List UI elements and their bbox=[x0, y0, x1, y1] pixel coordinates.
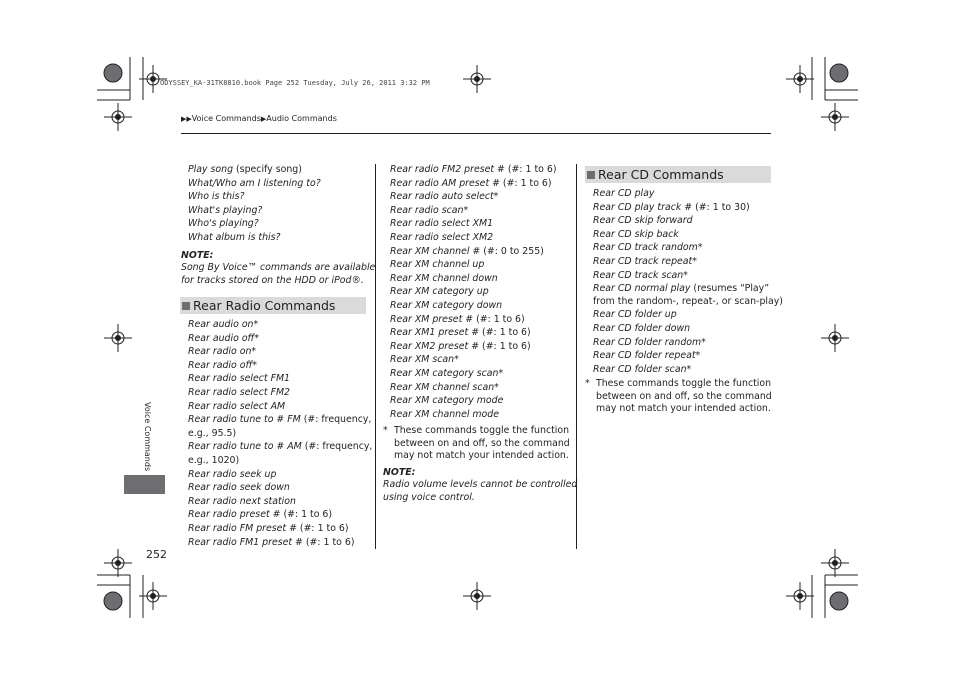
list-item: Rear CD folder scan* bbox=[593, 363, 692, 375]
footnote-asterisk: * bbox=[383, 425, 388, 436]
note-text: Song By Voice™ commands are available for tracks stored on the HDD or iPod®. bbox=[181, 262, 376, 286]
list-item: What/Who am I listening to? bbox=[188, 177, 321, 189]
list-item: Rear XM channel up bbox=[390, 259, 485, 271]
list-item: Rear XM2 preset # (#: 1 to 6) bbox=[390, 340, 531, 352]
list-item: Rear CD folder down bbox=[593, 322, 691, 334]
list-item: Rear radio seek down bbox=[188, 482, 290, 494]
list-item: Who's playing? bbox=[188, 218, 259, 230]
breadcrumb-item-voice-commands[interactable]: Voice Commands bbox=[191, 114, 261, 123]
note-text: Radio volume levels cannot be controlled using voice control. bbox=[383, 479, 578, 503]
list-item: Rear CD track scan* bbox=[593, 269, 688, 281]
breadcrumb-separator-icon: ▶ bbox=[260, 115, 267, 123]
song-note bbox=[181, 250, 375, 287]
list-item: Rear CD play bbox=[593, 188, 655, 199]
list-item: Rear CD play track # (#: 1 to 30) bbox=[593, 201, 750, 213]
list-item: Rear radio off* bbox=[188, 359, 257, 371]
list-item: Rear radio scan* bbox=[390, 204, 469, 216]
list-item: What album is this? bbox=[188, 231, 281, 243]
breadcrumb bbox=[181, 114, 337, 123]
list-item: Rear radio FM preset # (#: 1 to 6) bbox=[188, 522, 349, 534]
list-item: e.g., 1020) bbox=[188, 454, 240, 466]
section-heading-rear-radio: Rear Radio Commands bbox=[180, 297, 366, 314]
list-item: Rear audio off* bbox=[188, 332, 260, 344]
list-item: Rear CD folder random* bbox=[593, 336, 706, 348]
square-bullet-icon bbox=[587, 171, 595, 179]
list-item: Rear CD skip forward bbox=[593, 215, 693, 227]
list-item: Rear XM channel # (#: 0 to 255) bbox=[390, 245, 544, 257]
print-slug-header: ODYSSEY_KA-31TK8810.book Page 252 Tuesday, July 26, 2011 3:32 PM bbox=[160, 79, 430, 87]
toggle-footnote: * These commands toggle the function between on and off, so the command may not match your intended action. bbox=[585, 378, 772, 415]
list-item: Rear CD track random* bbox=[593, 242, 703, 254]
square-bullet-icon bbox=[182, 302, 190, 310]
list-item: Rear XM category down bbox=[390, 299, 503, 311]
rear-cd-command-list bbox=[593, 187, 783, 376]
list-item: Rear radio AM preset # (#: 1 to 6) bbox=[390, 177, 552, 189]
list-item: Rear radio tune to # AM (#: frequency, bbox=[188, 441, 373, 453]
toggle-footnote: * These commands toggle the function between on and off, so the command may not match your intended action. bbox=[383, 425, 570, 462]
side-section-label: Voice Commands bbox=[143, 402, 152, 472]
page-number: 252 bbox=[146, 548, 167, 561]
list-item: Rear XM category up bbox=[390, 286, 489, 298]
list-item: What's playing? bbox=[188, 204, 263, 216]
list-item: Rear XM channel mode bbox=[390, 408, 500, 420]
list-item: Rear XM1 preset # (#: 1 to 6) bbox=[390, 327, 531, 339]
list-item: Rear radio seek up bbox=[188, 468, 277, 480]
list-item: Rear radio preset # (#: 1 to 6) bbox=[188, 509, 333, 521]
rear-radio-command-list bbox=[188, 318, 372, 549]
list-item: Rear XM category mode bbox=[390, 395, 504, 407]
list-item: Rear radio select XM2 bbox=[390, 231, 494, 243]
list-item: from the random-, repeat-, or scan-play) bbox=[593, 295, 783, 307]
note-label: NOTE: bbox=[383, 467, 416, 478]
section-heading-rear-cd: Rear CD Commands bbox=[585, 166, 771, 183]
list-item: Rear radio next station bbox=[188, 495, 296, 507]
list-item: Rear audio on* bbox=[188, 319, 259, 330]
list-item: Rear radio select AM bbox=[188, 400, 286, 412]
list-item: Rear radio tune to # FM (#: frequency, bbox=[188, 414, 372, 426]
list-item: Rear XM category scan* bbox=[390, 367, 504, 379]
header-rule bbox=[181, 133, 771, 134]
list-item: Rear XM scan* bbox=[390, 354, 459, 366]
volume-note bbox=[383, 467, 577, 504]
list-item: Rear CD track repeat* bbox=[593, 255, 697, 267]
list-item: Rear radio on* bbox=[188, 346, 257, 358]
list-item: Rear CD folder repeat* bbox=[593, 350, 701, 362]
list-item: Play song (specify song) bbox=[188, 164, 302, 175]
list-item: Rear radio auto select* bbox=[390, 191, 499, 203]
breadcrumb-item-audio-commands[interactable]: Audio Commands bbox=[266, 114, 337, 123]
list-item: Rear radio select XM1 bbox=[390, 218, 494, 230]
list-item: Rear CD folder up bbox=[593, 309, 677, 321]
list-item: Rear radio select FM2 bbox=[188, 386, 291, 398]
list-item: Who is this? bbox=[188, 191, 245, 203]
list-item: Rear XM channel down bbox=[390, 272, 498, 284]
footnote-asterisk: * bbox=[585, 378, 590, 389]
rear-radio-xm-command-list bbox=[390, 163, 557, 421]
list-item: Rear radio select FM1 bbox=[188, 373, 291, 385]
section-tab bbox=[124, 475, 165, 494]
list-item: Rear CD skip back bbox=[593, 228, 679, 240]
breadcrumb-arrow-icon: ▶▶ bbox=[181, 115, 192, 123]
list-item: Rear CD normal play (resumes “Play” bbox=[593, 283, 770, 295]
list-item: e.g., 95.5) bbox=[188, 427, 237, 439]
column-divider bbox=[375, 164, 376, 549]
song-command-list bbox=[188, 163, 321, 245]
list-item: Rear XM preset # (#: 1 to 6) bbox=[390, 313, 525, 325]
list-item: Rear XM channel scan* bbox=[390, 381, 499, 393]
note-label: NOTE: bbox=[181, 250, 214, 261]
list-item: Rear radio FM2 preset # (#: 1 to 6) bbox=[390, 164, 557, 175]
list-item: Rear radio FM1 preset # (#: 1 to 6) bbox=[188, 536, 355, 548]
